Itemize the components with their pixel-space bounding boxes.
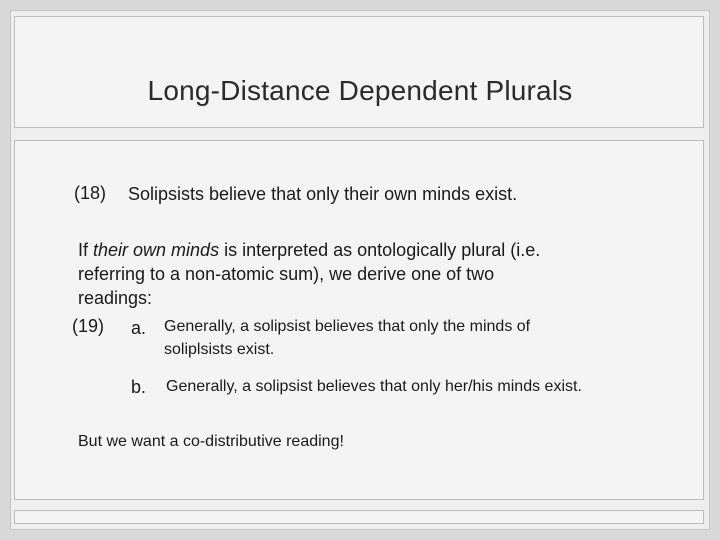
- reading-a-line-1: Generally, a solipsist believes that only the minds of: [164, 318, 531, 335]
- paragraph-italic-phrase: their own minds: [93, 240, 220, 260]
- reading-b-label: b.: [131, 377, 147, 397]
- paragraph-line-3: readings:: [78, 288, 153, 308]
- footer-panel: [14, 510, 704, 524]
- example-18-text: Solipsists believe that only their own minds exist.: [128, 184, 518, 204]
- paragraph-line-1-prefix: If: [78, 240, 94, 260]
- reading-a-label: a.: [131, 318, 147, 338]
- reading-b-text: Generally, a solipsist believes that only her/his minds exist.: [166, 378, 582, 395]
- conclusion-text: But we want a co-distributive reading!: [78, 433, 344, 450]
- reading-a-line-2: soliplsists exist.: [164, 341, 275, 358]
- paragraph-line-1-suffix: is interpreted as ontologically plural (i.e.: [219, 240, 541, 260]
- example-19-number: (19): [72, 316, 105, 336]
- paragraph-line-1: [78, 238, 540, 262]
- slide-title: Long-Distance Dependent Plurals: [147, 75, 573, 106]
- title-panel: [14, 16, 704, 128]
- example-18-number: (18): [74, 183, 107, 203]
- paragraph-line-2: referring to a non-atomic sum), we derive one of two: [78, 264, 495, 284]
